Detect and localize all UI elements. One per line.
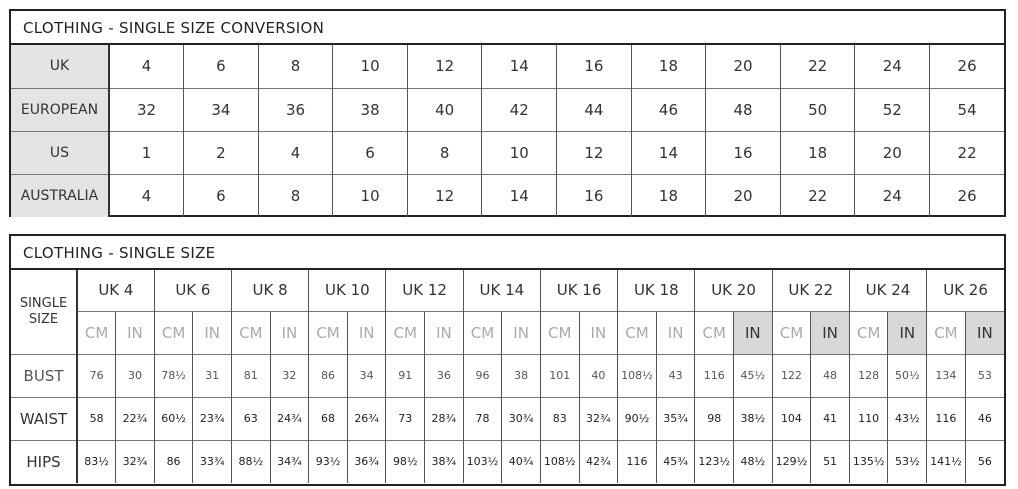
conversion-cell: 18 — [780, 131, 855, 174]
unit-cell: CM — [154, 311, 193, 354]
measurement-cell: 86 — [154, 440, 193, 483]
conversion-cell: 8 — [258, 174, 333, 217]
measurement-cell: 23¾ — [193, 397, 232, 440]
conversion-table — [11, 45, 1004, 217]
measurement-cell: 46 — [965, 397, 1004, 440]
size-header-row — [11, 270, 1004, 311]
measurement-cell: 22¾ — [116, 397, 155, 440]
measurement-cell: 116 — [695, 354, 734, 397]
size-header: UK 10 — [309, 270, 386, 311]
unit-cell: IN — [116, 311, 155, 354]
measurement-cell: 123½ — [695, 440, 734, 483]
measurement-cell: 53½ — [888, 440, 927, 483]
conversion-cell: 6 — [184, 45, 259, 88]
measurement-cell: 63 — [232, 397, 271, 440]
conversion-cell: 4 — [109, 174, 184, 217]
conversion-cell: 4 — [141, 57, 152, 76]
measurement-cell: 36¾ — [347, 440, 386, 483]
size-header: UK 4 — [77, 270, 154, 311]
conversion-cell: 16 — [557, 174, 632, 217]
measurement-cell: 134 — [927, 354, 966, 397]
measurement-cell: 24¾ — [270, 397, 309, 440]
measurement-cell: 30 — [116, 354, 155, 397]
size-header: UK 24 — [849, 270, 926, 311]
size-header: UK 14 — [463, 270, 540, 311]
measurement-cell: 108½ — [618, 354, 657, 397]
measurement-cell: 135½ — [849, 440, 888, 483]
size-header: UK 16 — [540, 270, 617, 311]
conversion-cell: 6 — [184, 174, 259, 217]
measurement-cell: 103½ — [463, 440, 502, 483]
conversion-row-label: AUSTRALIA — [11, 174, 109, 217]
conversion-cell: 40 — [407, 88, 482, 131]
conversion-cell: 12 — [407, 45, 482, 88]
conversion-cell: 16 — [706, 131, 781, 174]
measurement-cell: 83½ — [77, 440, 116, 483]
measurement-cell: 50½ — [888, 354, 927, 397]
unit-cell: CM — [772, 311, 811, 354]
conversion-cell: 18 — [631, 45, 706, 88]
measurement-cell: 53 — [965, 354, 1004, 397]
conversion-cell: 22 — [780, 45, 855, 88]
measurement-cell: 28¾ — [425, 397, 464, 440]
conversion-cell: 48 — [706, 88, 781, 131]
measurement-cell: 93½ — [309, 440, 348, 483]
conversion-cell: 1 — [109, 131, 184, 174]
conversion-cell: 22 — [780, 174, 855, 217]
measurement-cell: 78 — [463, 397, 502, 440]
size-header: UK 6 — [154, 270, 231, 311]
measurement-cell: 41 — [811, 397, 850, 440]
size-header: UK 20 — [695, 270, 772, 311]
measurement-cell: 81 — [232, 354, 271, 397]
measurement-cell: 34 — [347, 354, 386, 397]
unit-cell: CM — [463, 311, 502, 354]
conversion-cell: 12 — [407, 174, 482, 217]
unit-cell: IN — [347, 311, 386, 354]
conversion-cell: 20 — [855, 131, 930, 174]
measurement-cell: 96 — [463, 354, 502, 397]
unit-cell: CM — [927, 311, 966, 354]
measurement-cell: 32¾ — [579, 397, 618, 440]
single-size-title: CLOTHING - SINGLE SIZE — [11, 236, 1004, 270]
conversion-cell: 46 — [631, 88, 706, 131]
conversion-cell: 20 — [706, 45, 781, 88]
conversion-cell: 34 — [184, 88, 259, 131]
measurement-cell: 101 — [540, 354, 579, 397]
conversion-cell: 8 — [407, 131, 482, 174]
unit-cell: IN — [656, 311, 695, 354]
unit-cell: IN — [270, 311, 309, 354]
conversion-cell: 32 — [109, 88, 184, 131]
conversion-cell: 24 — [855, 45, 930, 88]
conversion-row-label: EUROPEAN — [11, 88, 109, 131]
conversion-cell: 44 — [557, 88, 632, 131]
conversion-cell: 22 — [930, 131, 1005, 174]
conversion-cell: 54 — [930, 88, 1005, 131]
unit-cell: IN — [734, 311, 773, 354]
measurement-cell: 51 — [811, 440, 850, 483]
unit-cell: CM — [849, 311, 888, 354]
unit-cell: IN — [579, 311, 618, 354]
unit-cell: CM — [309, 311, 348, 354]
measurement-cell: 45½ — [734, 354, 773, 397]
unit-cell: CM — [618, 311, 657, 354]
conversion-cell: 52 — [855, 88, 930, 131]
size-header: UK 22 — [772, 270, 849, 311]
conversion-row — [11, 174, 1004, 217]
measurement-cell: 128 — [849, 354, 888, 397]
unit-cell: IN — [502, 311, 541, 354]
size-header: UK 8 — [232, 270, 309, 311]
measurement-cell: 98½ — [386, 440, 425, 483]
unit-cell: CM — [386, 311, 425, 354]
measurement-cell: 32¾ — [116, 440, 155, 483]
measurement-cell: 98 — [695, 397, 734, 440]
measurement-cell: 43 — [656, 354, 695, 397]
measurement-label: HIPS — [11, 440, 77, 483]
conversion-cell: 42 — [482, 88, 557, 131]
conversion-cell: 10 — [333, 45, 408, 88]
measurement-cell: 31 — [193, 354, 232, 397]
measurement-cell: 90½ — [618, 397, 657, 440]
measurement-cell: 45¾ — [656, 440, 695, 483]
measurement-cell: 26¾ — [347, 397, 386, 440]
conversion-title: CLOTHING - SINGLE SIZE CONVERSION — [11, 11, 1004, 45]
measurement-cell: 30¾ — [502, 397, 541, 440]
conversion-cell: 14 — [482, 174, 557, 217]
conversion-cell: 2 — [184, 131, 259, 174]
measurement-cell: 76 — [77, 354, 116, 397]
measurement-cell: 48½ — [734, 440, 773, 483]
measurement-cell: 43½ — [888, 397, 927, 440]
measurement-cell: 58 — [77, 397, 116, 440]
measurement-cell: 108½ — [540, 440, 579, 483]
conversion-cell: 8 — [258, 45, 333, 88]
measurement-cell: 38 — [502, 354, 541, 397]
measurement-cell: 56 — [965, 440, 1004, 483]
measurement-cell: 129½ — [772, 440, 811, 483]
measurement-cell: 116 — [618, 440, 657, 483]
measurement-cell: 110 — [849, 397, 888, 440]
measurement-cell: 83 — [540, 397, 579, 440]
conversion-cell: 4 — [258, 131, 333, 174]
conversion-cell: 36 — [258, 88, 333, 131]
measurement-cell: 42¾ — [579, 440, 618, 483]
measurement-cell: 122 — [772, 354, 811, 397]
size-header: UK 18 — [618, 270, 695, 311]
size-header: UK 12 — [386, 270, 463, 311]
conversion-cell: 16 — [557, 45, 632, 88]
measurement-cell: 33¾ — [193, 440, 232, 483]
measurement-cell: 78½ — [154, 354, 193, 397]
measurement-cell: 60½ — [154, 397, 193, 440]
measurement-cell: 36 — [425, 354, 464, 397]
conversion-row — [11, 88, 1004, 131]
unit-cell: IN — [965, 311, 1004, 354]
conversion-cell: 20 — [706, 174, 781, 217]
measurement-cell: 48 — [811, 354, 850, 397]
conversion-cell: 6 — [333, 131, 408, 174]
conversion-cell: 14 — [482, 45, 557, 88]
measurement-cell: 32 — [270, 354, 309, 397]
unit-row — [11, 311, 1004, 354]
unit-cell: CM — [232, 311, 271, 354]
conversion-cell: 12 — [557, 131, 632, 174]
conversion-row — [11, 131, 1004, 174]
single-size-panel — [9, 234, 1006, 486]
unit-cell: CM — [77, 311, 116, 354]
unit-cell: IN — [193, 311, 232, 354]
measurement-cell: 40 — [579, 354, 618, 397]
single-size-label: SINGLE SIZE — [11, 270, 77, 354]
size-conversion-panel — [9, 9, 1006, 217]
measurement-row — [11, 354, 1004, 397]
measurement-row — [11, 397, 1004, 440]
measurement-cell: 73 — [386, 397, 425, 440]
conversion-cell: 14 — [631, 131, 706, 174]
unit-cell: CM — [540, 311, 579, 354]
conversion-row-label: US — [11, 131, 109, 174]
measurement-cell: 141½ — [927, 440, 966, 483]
measurement-cell: 35¾ — [656, 397, 695, 440]
conversion-cell: 50 — [780, 88, 855, 131]
unit-cell: IN — [888, 311, 927, 354]
measurement-cell: 38½ — [734, 397, 773, 440]
measurement-cell: 68 — [309, 397, 348, 440]
measurement-cell: 38¾ — [425, 440, 464, 483]
conversion-row-label: UK — [11, 45, 109, 88]
conversion-cell: 26 — [930, 45, 1005, 88]
measurement-cell: 91 — [386, 354, 425, 397]
measurement-cell: 104 — [772, 397, 811, 440]
measurement-cell: 34¾ — [270, 440, 309, 483]
measurement-label: BUST — [11, 354, 77, 397]
size-header: UK 26 — [927, 270, 1004, 311]
unit-cell: CM — [695, 311, 734, 354]
measurement-cell: 86 — [309, 354, 348, 397]
conversion-cell: 24 — [855, 174, 930, 217]
measurement-row — [11, 440, 1004, 483]
single-size-table — [11, 270, 1004, 483]
conversion-cell: 18 — [631, 174, 706, 217]
conversion-row — [11, 45, 1004, 88]
unit-cell: IN — [425, 311, 464, 354]
conversion-cell: 10 — [333, 174, 408, 217]
measurement-label: WAIST — [11, 397, 77, 440]
measurement-cell: 88½ — [232, 440, 271, 483]
measurement-cell: 40¾ — [502, 440, 541, 483]
measurement-cell: 116 — [927, 397, 966, 440]
conversion-cell: 10 — [482, 131, 557, 174]
conversion-cell: 26 — [930, 174, 1005, 217]
unit-cell: IN — [811, 311, 850, 354]
conversion-cell: 38 — [333, 88, 408, 131]
